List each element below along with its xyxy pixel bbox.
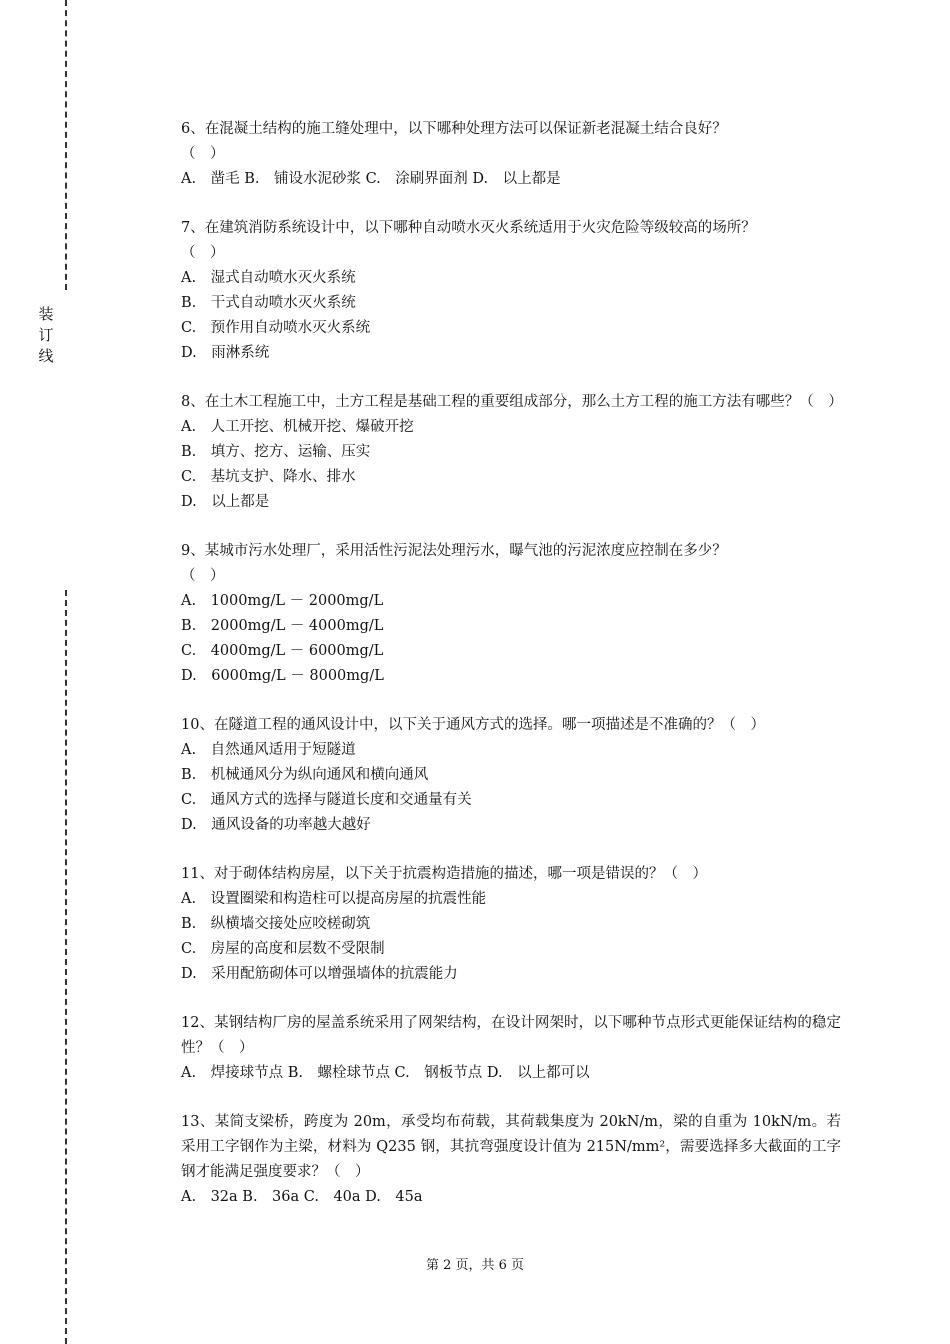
- question-stem: 11、对于砌体结构房屋，以下关于抗震构造措施的描述，哪一项是错误的？（ ）: [181, 866, 707, 882]
- binding-line-top: [65, 0, 67, 290]
- option: B. 干式自动喷水灭火系统: [181, 295, 356, 311]
- question-8: [181, 390, 841, 515]
- question-9: [181, 539, 841, 689]
- option: A. 人工开挖、机械开挖、爆破开挖: [181, 419, 414, 435]
- option: A. 设置圈梁和构造柱可以提高房屋的抗震性能: [181, 891, 487, 907]
- option: C. 基坑支护、降水、排水: [181, 469, 356, 485]
- question-stem: 10、在隧道工程的通风设计中，以下关于通风方式的选择。哪一项描述是不准确的？（ ）: [181, 717, 765, 733]
- binding-char: 装: [38, 305, 54, 323]
- question-6: [181, 117, 841, 192]
- question-stem: 13、某简支梁桥，跨度为 20m，承受均布荷载，其荷载集度为 20kN/m，梁的自重为 10kN/m。若采用工字钢作为主梁，材料为 Q235 钢，其抗弯强度设计值为 215N/mm²，需要选择多大截面的工字钢才能满足强度要求？（ ）: [181, 1114, 841, 1180]
- option: D. 雨淋系统: [181, 345, 270, 361]
- option: C. 房屋的高度和层数不受限制: [181, 941, 385, 957]
- question-stem: 12、某钢结构厂房的屋盖系统采用了网架结构，在设计网架时，以下哪种节点形式更能保证结构的稳定性？（ ）: [181, 1015, 841, 1056]
- question-list: [181, 117, 841, 1234]
- binding-label: [36, 304, 56, 367]
- option: D. 采用配筋砌体可以增强墙体的抗震能力: [181, 966, 458, 982]
- option: A. 焊接球节点 B. 螺栓球节点 C. 钢板节点 D. 以上都可以: [181, 1065, 590, 1081]
- question-stem: 9、某城市污水处理厂，采用活性污泥法处理污水，曝气池的污泥浓度应控制在多少？: [181, 543, 727, 559]
- answer-blank: （ ）: [181, 146, 225, 162]
- question-7: [181, 216, 841, 366]
- option: C. 4000mg/L － 6000mg/L: [181, 643, 384, 659]
- option: D. 以上都是: [181, 494, 270, 510]
- question-stem: 8、在土木工程施工中，土方工程是基础工程的重要组成部分，那么土方工程的施工方法有哪些？（ ）: [181, 394, 843, 410]
- binding-line-bottom: [65, 590, 67, 1344]
- option: B. 纵横墙交接处应咬槎砌筑: [181, 916, 371, 932]
- question-10: [181, 713, 841, 838]
- option: A. 凿毛 B. 铺设水泥砂浆 C. 涂刷界面剂 D. 以上都是: [181, 171, 561, 187]
- question-stem: 6、在混凝土结构的施工缝处理中，以下哪种处理方法可以保证新老混凝土结合良好？: [181, 121, 727, 137]
- answer-blank: （ ）: [181, 568, 225, 584]
- option: C. 预作用自动喷水灭火系统: [181, 320, 371, 336]
- binding-char: 线: [38, 347, 54, 365]
- question-13: [181, 1110, 841, 1210]
- question-stem: 7、在建筑消防系统设计中，以下哪种自动喷水灭火系统适用于火灾危险等级较高的场所？: [181, 220, 756, 236]
- option: C. 通风方式的选择与隧道长度和交通量有关: [181, 792, 472, 808]
- page-footer: 第 2 页，共 6 页: [425, 1258, 525, 1273]
- option: B. 2000mg/L － 4000mg/L: [181, 618, 384, 634]
- option: A. 1000mg/L － 2000mg/L: [181, 593, 384, 609]
- question-11: [181, 862, 841, 987]
- option: B. 填方、挖方、运输、压实: [181, 444, 371, 460]
- option: D. 通风设备的功率越大越好: [181, 817, 371, 833]
- option: D. 6000mg/L － 8000mg/L: [181, 668, 384, 684]
- option: A. 自然通风适用于短隧道: [181, 742, 356, 758]
- answer-blank: （ ）: [181, 245, 225, 261]
- option: B. 机械通风分为纵向通风和横向通风: [181, 767, 429, 783]
- question-12: [181, 1011, 841, 1086]
- option: A. 32a B. 36a C. 40a D. 45a: [181, 1189, 423, 1205]
- option: A. 湿式自动喷水灭火系统: [181, 270, 356, 286]
- binding-char: 订: [38, 326, 54, 344]
